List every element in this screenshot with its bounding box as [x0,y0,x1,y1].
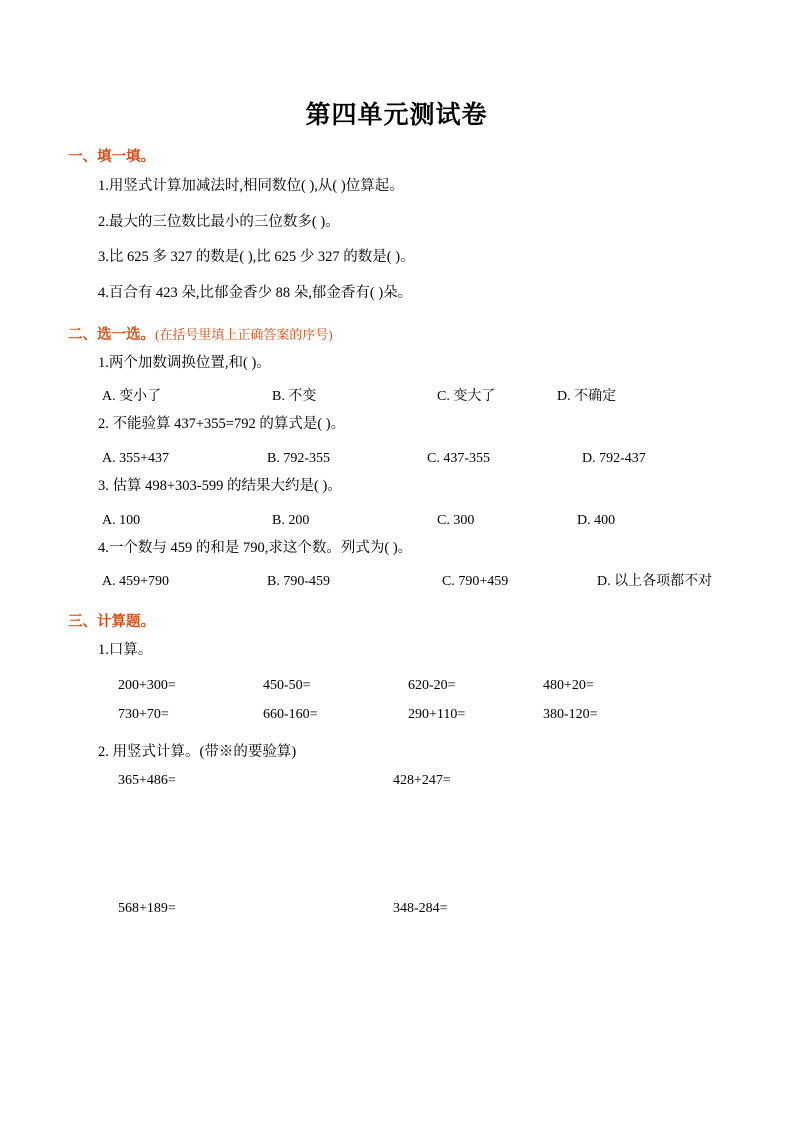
question-1-4: 4.百合有 423 朵,比郁金香少 88 朵,郁金香有( )朵。 [98,285,413,302]
option-c[interactable]: C. 790+459 [442,574,509,590]
option-d[interactable]: D. 不确定 [557,389,617,405]
section-2-note: (在括号里填上正确答案的序号) [155,326,333,342]
question-1-3: 3.比 625 多 327 的数是( ),比 625 少 327 的数是( )。 [98,249,415,266]
section-2-label: 二、选一选。 [68,326,155,343]
question-2-4-stem: 4.一个数与 459 的和是 790,求这个数。列式为( )。 [98,539,413,556]
option-a[interactable]: A. 变小了 [102,389,162,405]
page-title: 第四单元测试卷 [305,102,488,129]
question-2-1-options [68,383,725,411]
option-b[interactable]: B. 790-459 [267,574,330,590]
oral-calc-row [68,700,725,729]
option-c[interactable]: C. 300 [437,512,475,528]
question-2-3-options [68,507,725,535]
section-3-label: 三、计算题。 [68,614,155,631]
question-1-1: 1.用竖式计算加减法时,相同数位( ),从( )位算起。 [98,178,404,194]
option-d[interactable]: D. 以上各项都不对 [597,574,713,590]
option-a[interactable]: A. 459+790 [102,574,170,590]
option-a[interactable]: A. 355+437 [102,450,170,466]
calc-item: 730+70= [118,707,169,722]
calc-item: 290+110= [408,707,466,722]
work-space-area [68,789,725,901]
section-heading-computation [68,610,725,631]
calc-item: 660-160= [263,707,318,722]
question-2-3-stem: 3. 估算 498+303-599 的结果大约是( )。 [98,477,342,494]
question-2-4-options [68,568,725,596]
option-b[interactable]: B. 200 [272,512,310,528]
section-heading-multiple-choice [68,323,725,344]
option-b[interactable]: B. 不变 [272,389,317,405]
option-d[interactable]: D. 792-437 [582,450,646,466]
calc-item: 365+486= [118,772,176,788]
calc-item: 200+300= [118,677,176,693]
question-2-2-stem: 2. 不能验算 437+355=792 的算式是( )。 [98,416,346,433]
option-c[interactable]: C. 437-355 [427,450,490,466]
question-1-2: 2.最大的三位数比最小的三位数多( )。 [98,213,340,230]
question-3-2-stem: 2. 用竖式计算。(带※的要验算) [98,744,297,761]
section-heading-fill-in [68,145,725,166]
option-c[interactable]: C. 变大了 [437,389,496,405]
option-b[interactable]: B. 792-355 [267,450,330,466]
calc-item: 480+20= [543,677,594,693]
vertical-calc-row [68,773,725,789]
vertical-calc-row [68,901,725,917]
calc-item: 568+189= [118,900,176,916]
calc-item: 428+247= [393,772,451,788]
question-2-2-options [68,445,725,473]
section-1-label: 一、填一填。 [68,149,155,165]
question-2-1-stem: 1.两个加数调换位置,和( )。 [98,354,271,371]
oral-calc-row [68,671,725,700]
calc-item: 450-50= [263,677,311,693]
option-d[interactable]: D. 400 [577,512,616,528]
calc-item: 348-284= [393,900,448,916]
calc-item: 380-120= [543,707,598,722]
question-3-1-stem: 1.口算。 [98,642,153,659]
option-a[interactable]: A. 100 [102,512,141,528]
calc-item: 620-20= [408,677,456,693]
